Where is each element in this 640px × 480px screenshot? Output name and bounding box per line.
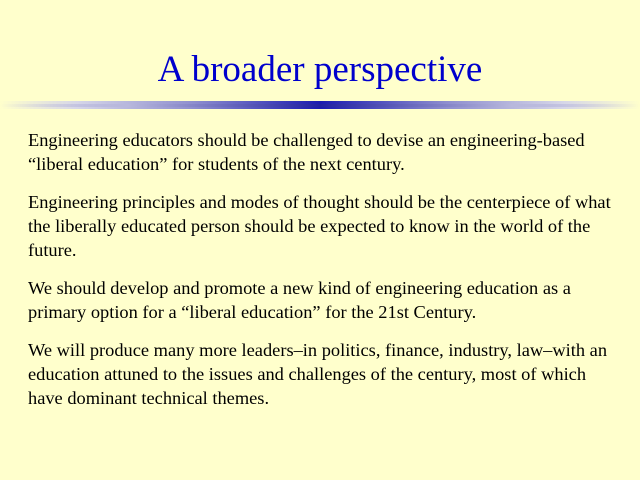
paragraph-2: Engineering principles and modes of thought should be the centerpiece of what the liberally educated person should be expected to know in the world of the future. bbox=[28, 192, 611, 260]
paragraph-3: We should develop and promote a new kind of engineering education as a primary option for a “liberal education” for the 21st Century. bbox=[28, 278, 571, 322]
slide-body bbox=[28, 128, 624, 424]
slide-title: A broader perspective bbox=[157, 49, 483, 90]
title-divider-core bbox=[0, 104, 640, 107]
paragraph-1: Engineering educators should be challenged to devise an engineering-based “liberal education” for students of the next century. bbox=[28, 130, 585, 174]
paragraph-4: We will produce many more leaders–in politics, finance, industry, law–with an education attuned to the issues and challenges of the century, most of which have dominant technical themes. bbox=[28, 340, 608, 408]
